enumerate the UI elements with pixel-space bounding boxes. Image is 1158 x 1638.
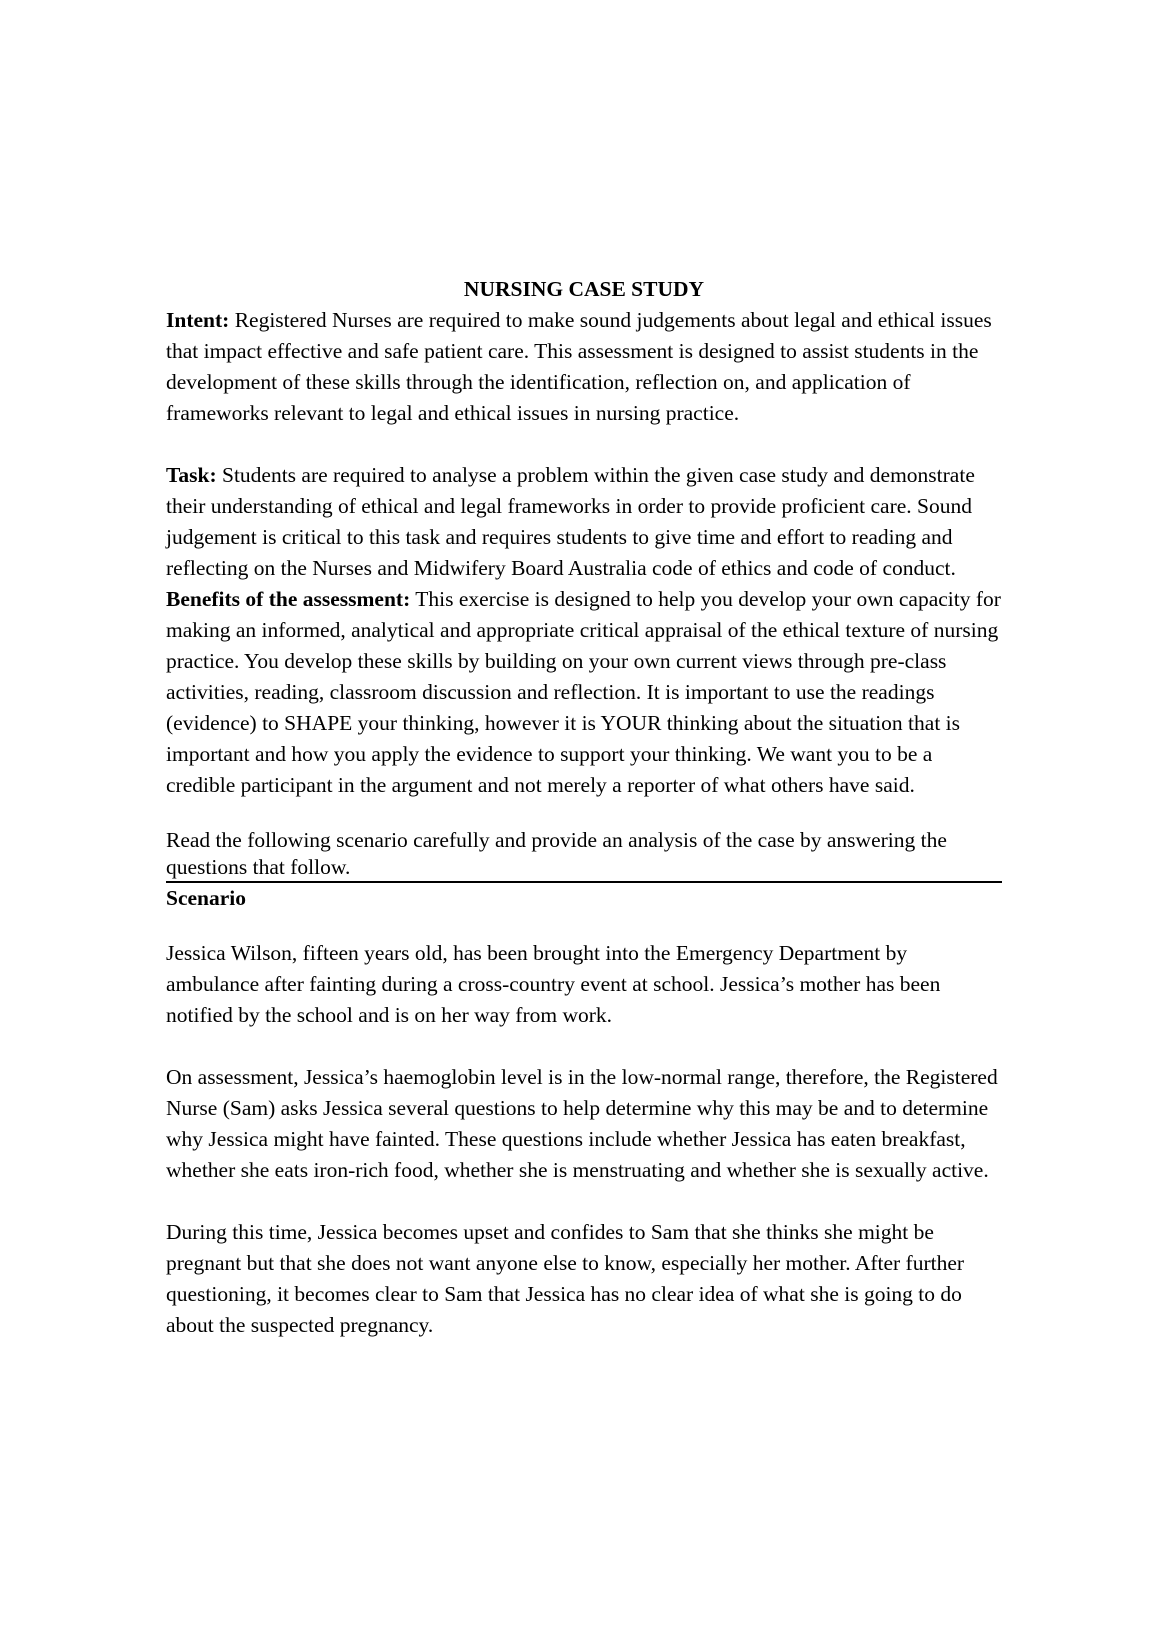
task-paragraph bbox=[166, 460, 1002, 584]
benefits-label: Benefits of the assessment: bbox=[166, 587, 411, 611]
instruction-paragraph: Read the following scenario carefully and provide an analysis of the case by answering the questions that follow. bbox=[166, 827, 1002, 883]
task-label: Task: bbox=[166, 463, 217, 487]
intent-text: Registered Nurses are required to make sound judgements about legal and ethical issues that impact effective and safe patient care. This assessment is designed to assist students in the development of these skills through the identification, reflection on, and application of frameworks relevant to legal and ethical issues in nursing practice. bbox=[166, 308, 992, 425]
spacer bbox=[166, 429, 1002, 460]
spacer bbox=[166, 914, 1002, 938]
scenario-paragraph-2: On assessment, Jessica’s haemoglobin level is in the low-normal range, therefore, the Registered Nurse (Sam) asks Jessica several questions to help determine why this may be and to determine why Jessica might have fainted. These questions include whether Jessica has eaten breakfast, whether she eats iron-rich food, whether she is menstruating and whether she is sexually active. bbox=[166, 1065, 998, 1182]
scenario-paragraph-3: During this time, Jessica becomes upset and confides to Sam that she thinks she might be pregnant but that she does not want anyone else to know, especially her mother. After further questioning, it becomes clear to Sam that Jessica has no clear idea of what she is going to do about the suspected pregnancy. bbox=[166, 1220, 965, 1337]
intent-paragraph bbox=[166, 305, 1002, 429]
document-body bbox=[166, 274, 1002, 1341]
scenario-paragraph-1: Jessica Wilson, fifteen years old, has been brought into the Emergency Department by ambulance after fainting during a cross-country event at school. Jessica’s mother has been notified by the school and is on her way from work. bbox=[166, 941, 941, 1027]
benefits-paragraph bbox=[166, 584, 1002, 801]
task-text: Students are required to analyse a problem within the given case study and demonstrate their understanding of ethical and legal frameworks in order to provide proficient care. Sound judgement is critical to this task and requires students to give time and effort to reading and reflecting on the Nurses and Midwifery Board Australia code of ethics and code of conduct. bbox=[166, 463, 975, 580]
benefits-text: This exercise is designed to help you develop your own capacity for making an informed, analytical and appropriate critical appraisal of the ethical texture of nursing practice. You develop these skills by building on your own current views through pre-class activities, reading, classroom discussion and reflection. It is important to use the readings (evidence) to SHAPE your thinking, however it is YOUR thinking about the situation that is important and how you apply the evidence to support your thinking. We want you to be a credible participant in the argument and not merely a reporter of what others have said. bbox=[166, 587, 1001, 797]
intent-label: Intent: bbox=[166, 308, 230, 332]
spacer bbox=[166, 1186, 1002, 1217]
spacer bbox=[166, 1031, 1002, 1062]
scenario-heading: Scenario bbox=[166, 886, 247, 910]
document-title: NURSING CASE STUDY bbox=[463, 277, 705, 301]
spacer bbox=[166, 801, 1002, 827]
